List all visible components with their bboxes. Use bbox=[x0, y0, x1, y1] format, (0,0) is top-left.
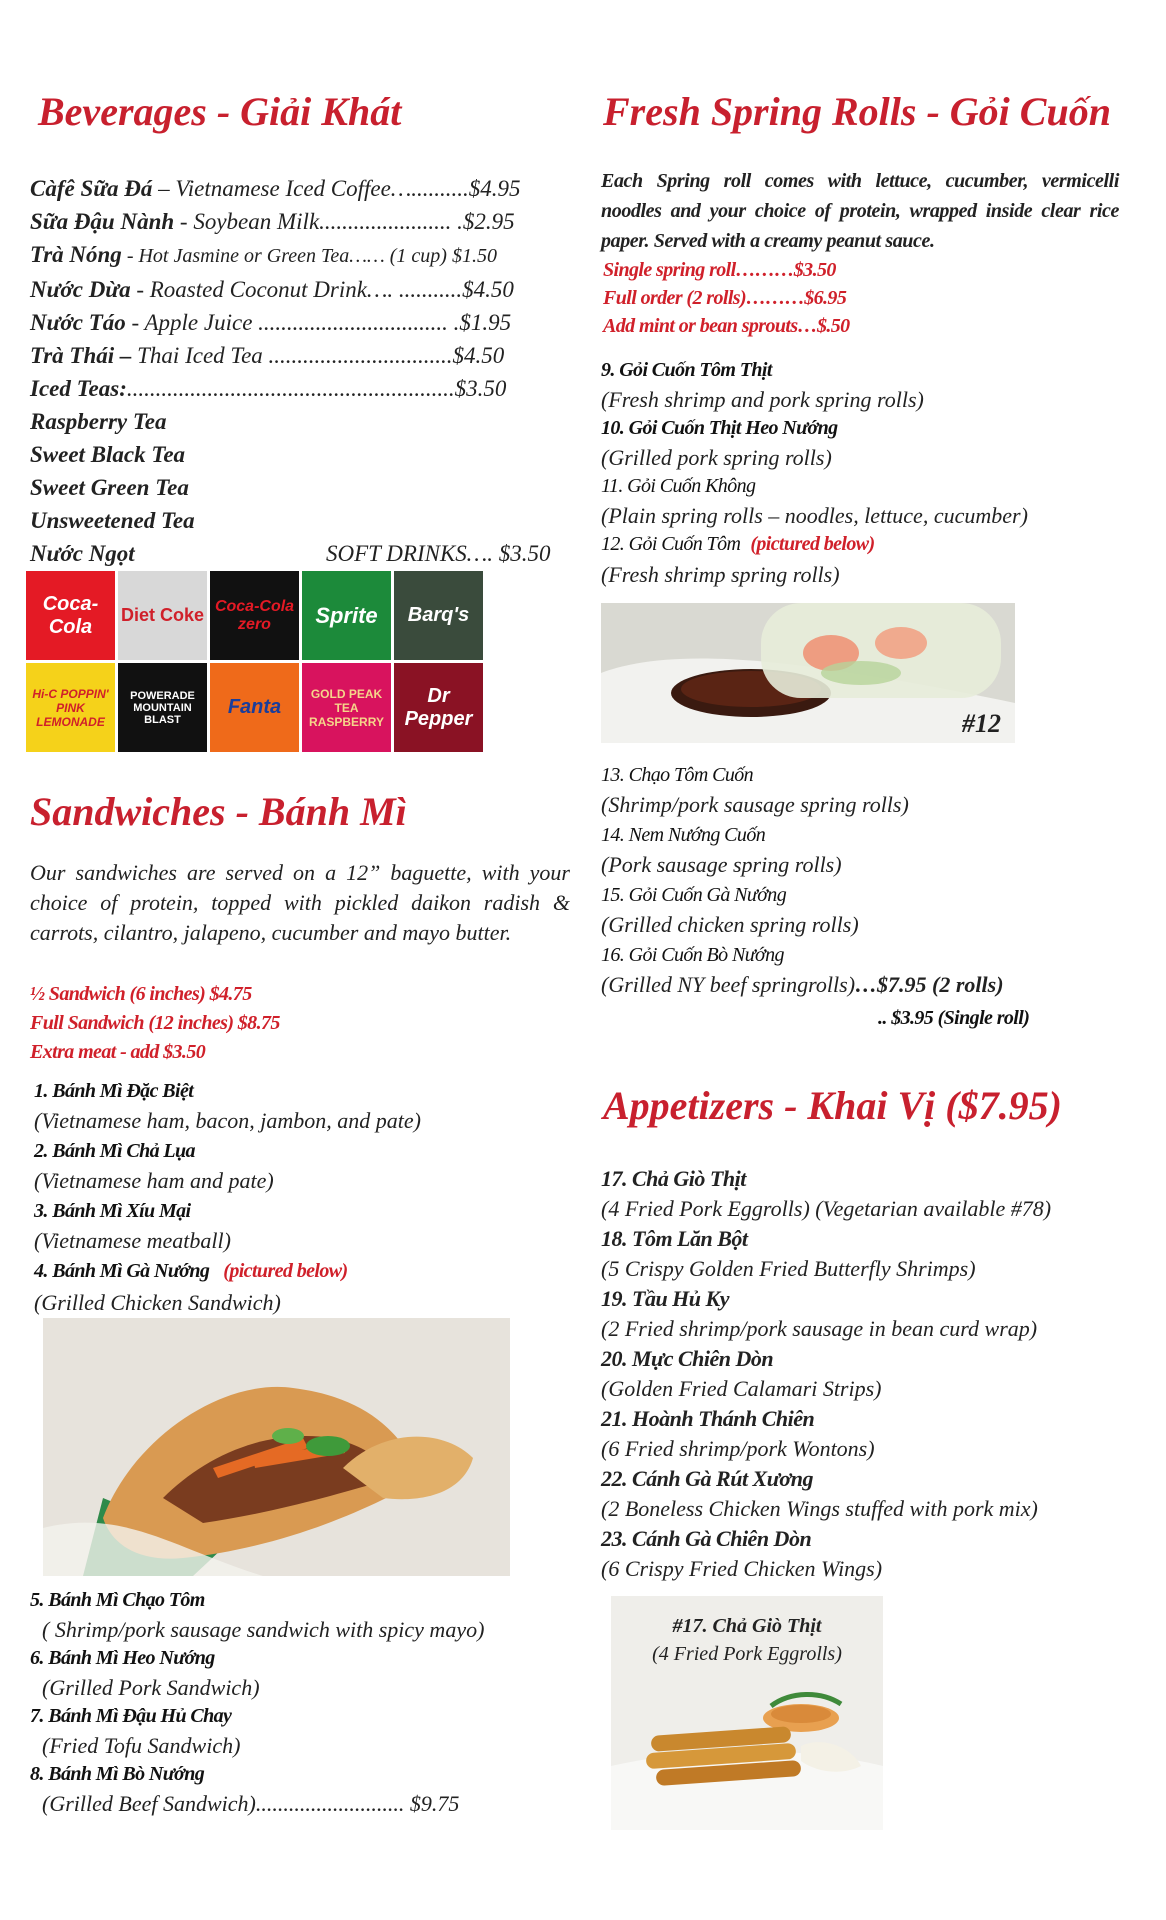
eggroll-caption bbox=[611, 1612, 883, 1668]
beverage-item: Nước Táo - Apple Juice ................................. .$1.95 bbox=[30, 310, 512, 335]
banh-mi-illustration bbox=[43, 1318, 510, 1576]
appetizer-list bbox=[601, 1164, 1051, 1584]
spring-roll-desc: (Fresh shrimp spring rolls) bbox=[601, 562, 840, 587]
sandwich-prices bbox=[30, 980, 280, 1067]
tea-item: Sweet Green Tea bbox=[30, 475, 189, 500]
spring-roll-photo bbox=[601, 603, 1015, 743]
photo-label: #12 bbox=[962, 709, 1001, 738]
spring-roll-name: 14. Nem Nướng Cuốn bbox=[601, 824, 766, 846]
beverages-title: Beverages - Giải Khát bbox=[38, 89, 402, 134]
spring-roll-name: 9. Gỏi Cuốn Tôm Thịt bbox=[601, 359, 772, 381]
beverages-list bbox=[30, 172, 570, 570]
appetizer-desc: (2 Fried shrimp/pork sausage in bean curd wrap) bbox=[601, 1316, 1038, 1341]
spring-roll-price: Add mint or bean sprouts…$.50 bbox=[603, 315, 850, 337]
spring-roll-price: Single spring roll………$3.50 bbox=[603, 259, 836, 281]
sandwiches-title: Sandwiches - Bánh Mì bbox=[30, 789, 407, 834]
spring-roll-price: Full order (2 rolls)………$6.95 bbox=[603, 287, 847, 309]
sandwich-desc: (Grilled Chicken Sandwich) bbox=[34, 1290, 281, 1315]
appetizer-name: 18. Tôm Lăn Bột bbox=[601, 1226, 748, 1251]
sandwich-name: 4. Bánh Mì Gà Nướng bbox=[34, 1260, 210, 1282]
sandwich-desc: (Grilled Pork Sandwich) bbox=[42, 1675, 260, 1700]
pictured-below-note: (pictured below) bbox=[750, 533, 875, 555]
spring-roll-list-b bbox=[601, 760, 1004, 1003]
appetizers-title: Appetizers - Khai Vị ($7.95) bbox=[603, 1083, 1062, 1128]
tea-item: Raspberry Tea bbox=[30, 409, 167, 434]
pictured-below-note: (pictured below) bbox=[223, 1260, 348, 1282]
spring-rolls-title: Fresh Spring Rolls - Gỏi Cuốn bbox=[603, 89, 1111, 134]
banh-mi-photo bbox=[43, 1318, 510, 1576]
sandwich-name: 1. Bánh Mì Đặc Biệt bbox=[34, 1080, 194, 1102]
spring-roll-name: 16. Gỏi Cuốn Bò Nướng bbox=[601, 944, 784, 966]
sandwich-price: Extra meat - add $3.50 bbox=[30, 1041, 206, 1063]
sandwich-name: 7. Bánh Mì Đậu Hủ Chay bbox=[30, 1705, 232, 1727]
beverage-item: Trà Nóng - Hot Jasmine or Green Tea…… (1 cup) $1.50 bbox=[30, 242, 497, 267]
diet-coke-logo: Diet Coke bbox=[118, 571, 207, 660]
beverage-item: Trà Thái – Thai Iced Tea ................................$4.50 bbox=[30, 343, 505, 368]
dr-pepper-logo: Dr Pepper bbox=[394, 663, 483, 752]
sandwich-name: 2. Bánh Mì Chả Lụa bbox=[34, 1140, 195, 1162]
appetizer-name: 19. Tầu Hủ Ky bbox=[601, 1286, 729, 1311]
sandwich-list-a bbox=[34, 1076, 421, 1318]
eggroll-caption-sub: (4 Fried Pork Eggrolls) bbox=[652, 1643, 842, 1665]
beverage-item: Sữa Đậu Nành - Soybean Milk....................... .$2.95 bbox=[30, 209, 515, 234]
spring-rolls-intro: Each Spring roll comes with lettuce, cucumber, vermicelli noodles and your choice of protein, wrapped inside clear rice paper. Served with a creamy peanut sauce. bbox=[601, 170, 1119, 252]
barqs-logo: Barq's bbox=[394, 571, 483, 660]
eggroll-caption-title: #17. Chả Giò Thịt bbox=[672, 1615, 822, 1637]
soft-drinks-price: SOFT DRINKS…. $3.50 bbox=[326, 541, 551, 566]
tea-item: Sweet Black Tea bbox=[30, 442, 186, 467]
appetizer-name: 22. Cánh Gà Rút Xương bbox=[601, 1466, 813, 1491]
spring-roll-desc: (Grilled chicken spring rolls) bbox=[601, 912, 859, 937]
sandwich-name: 5. Bánh Mì Chạo Tôm bbox=[30, 1589, 205, 1611]
appetizer-desc: (2 Boneless Chicken Wings stuffed with pork mix) bbox=[601, 1496, 1038, 1521]
soft-drink-logos bbox=[26, 571, 496, 755]
coca-cola-logo: Coca-Cola bbox=[26, 571, 115, 660]
sandwich-desc: (Grilled Beef Sandwich)........................... $9.75 bbox=[42, 1791, 460, 1816]
beverage-item: Nước Dừa - Roasted Coconut Drink…. ...........$4.50 bbox=[30, 277, 514, 302]
sandwich-desc: (Fried Tofu Sandwich) bbox=[42, 1733, 241, 1758]
spring-roll-desc: (Pork sausage spring rolls) bbox=[601, 852, 842, 877]
gold-peak-logo: GOLD PEAK TEA RASPBERRY bbox=[302, 663, 391, 752]
single-roll-price: .. $3.95 (Single roll) bbox=[878, 1007, 1030, 1029]
spring-roll-desc: (Grilled pork spring rolls) bbox=[601, 445, 832, 470]
sandwich-list-b bbox=[30, 1586, 484, 1818]
sandwich-desc: ( Shrimp/pork sausage sandwich with spicy mayo) bbox=[42, 1617, 485, 1642]
sandwiches-intro: Our sandwiches are served on a 12” baguette, with your choice of protein, topped with pickled daikon radish & carrots, cilantro, jalapeno, cucumber and mayo butter. bbox=[30, 860, 570, 945]
beverage-item: Càfê Sữa Đá – Vietnamese Iced Coffee…..........$4.95 bbox=[30, 176, 521, 201]
powerade-logo: POWERADE MOUNTAIN BLAST bbox=[118, 663, 207, 752]
spring-roll-desc: (Grilled NY beef springrolls) bbox=[601, 972, 856, 997]
spring-roll-desc: (Shrimp/pork sausage spring rolls) bbox=[601, 792, 909, 817]
sandwich-name: 6. Bánh Mì Heo Nướng bbox=[30, 1647, 215, 1669]
tea-item: Unsweetened Tea bbox=[30, 508, 195, 533]
sandwich-name: 8. Bánh Mì Bò Nướng bbox=[30, 1763, 205, 1785]
spring-roll-name: 10. Gỏi Cuốn Thịt Heo Nướng bbox=[601, 417, 838, 439]
sandwich-price: Full Sandwich (12 inches) $8.75 bbox=[30, 1012, 280, 1034]
appetizer-desc: (6 Crispy Fried Chicken Wings) bbox=[601, 1556, 883, 1581]
soft-drinks-name: Nước Ngọt bbox=[30, 541, 135, 566]
fanta-logo: Fanta bbox=[210, 663, 299, 752]
appetizer-name: 17. Chả Giò Thịt bbox=[601, 1166, 746, 1191]
spring-roll-price-row bbox=[601, 970, 1004, 1003]
appetizer-desc: (4 Fried Pork Eggrolls) (Vegetarian available #78) bbox=[601, 1196, 1052, 1221]
appetizer-desc: (Golden Fried Calamari Strips) bbox=[601, 1376, 882, 1401]
hi-c-logo: Hi-C POPPIN' PINK LEMONADE bbox=[26, 663, 115, 752]
appetizer-desc: (5 Crispy Golden Fried Butterfly Shrimps) bbox=[601, 1256, 976, 1281]
spring-roll-desc: (Fresh shrimp and pork spring rolls) bbox=[601, 387, 924, 412]
soft-drinks-row bbox=[30, 537, 570, 570]
spring-roll-illustration bbox=[601, 603, 1015, 743]
sandwich-desc: (Vietnamese meatball) bbox=[34, 1228, 231, 1253]
spring-roll-name: 12. Gỏi Cuốn Tôm bbox=[601, 533, 741, 555]
beverage-item: Iced Teas:.........................................................$3.50 bbox=[30, 376, 507, 401]
sandwich-name-row bbox=[34, 1256, 421, 1288]
spring-roll-list-a bbox=[601, 356, 1028, 589]
sandwich-desc: (Vietnamese ham, bacon, jambon, and pate) bbox=[34, 1108, 421, 1133]
appetizer-name: 23. Cánh Gà Chiên Dòn bbox=[601, 1526, 812, 1551]
sandwich-desc: (Vietnamese ham and pate) bbox=[34, 1168, 274, 1193]
sprite-logo: Sprite bbox=[302, 571, 391, 660]
spring-roll-desc: (Plain spring rolls – noodles, lettuce, cucumber) bbox=[601, 503, 1028, 528]
spring-roll-name: 11. Gỏi Cuốn Không bbox=[601, 475, 756, 497]
spring-roll-name: 13. Chạo Tôm Cuốn bbox=[601, 764, 754, 786]
appetizer-name: 20. Mực Chiên Dòn bbox=[601, 1346, 774, 1371]
spring-roll-name: 15. Gỏi Cuốn Gà Nướng bbox=[601, 884, 787, 906]
appetizer-name: 21. Hoành Thánh Chiên bbox=[601, 1406, 815, 1431]
sandwich-name: 3. Bánh Mì Xíu Mại bbox=[34, 1200, 191, 1222]
spring-roll-prices bbox=[603, 256, 850, 340]
two-roll-price: …$7.95 (2 rolls) bbox=[855, 972, 1004, 997]
appetizer-desc: (6 Fried shrimp/pork Wontons) bbox=[601, 1436, 875, 1461]
coke-zero-logo: Coca-Cola zero bbox=[210, 571, 299, 660]
eggroll-photo bbox=[611, 1596, 883, 1830]
spring-roll-name-row bbox=[601, 530, 1028, 560]
sandwich-price: ½ Sandwich (6 inches) $4.75 bbox=[30, 983, 252, 1005]
